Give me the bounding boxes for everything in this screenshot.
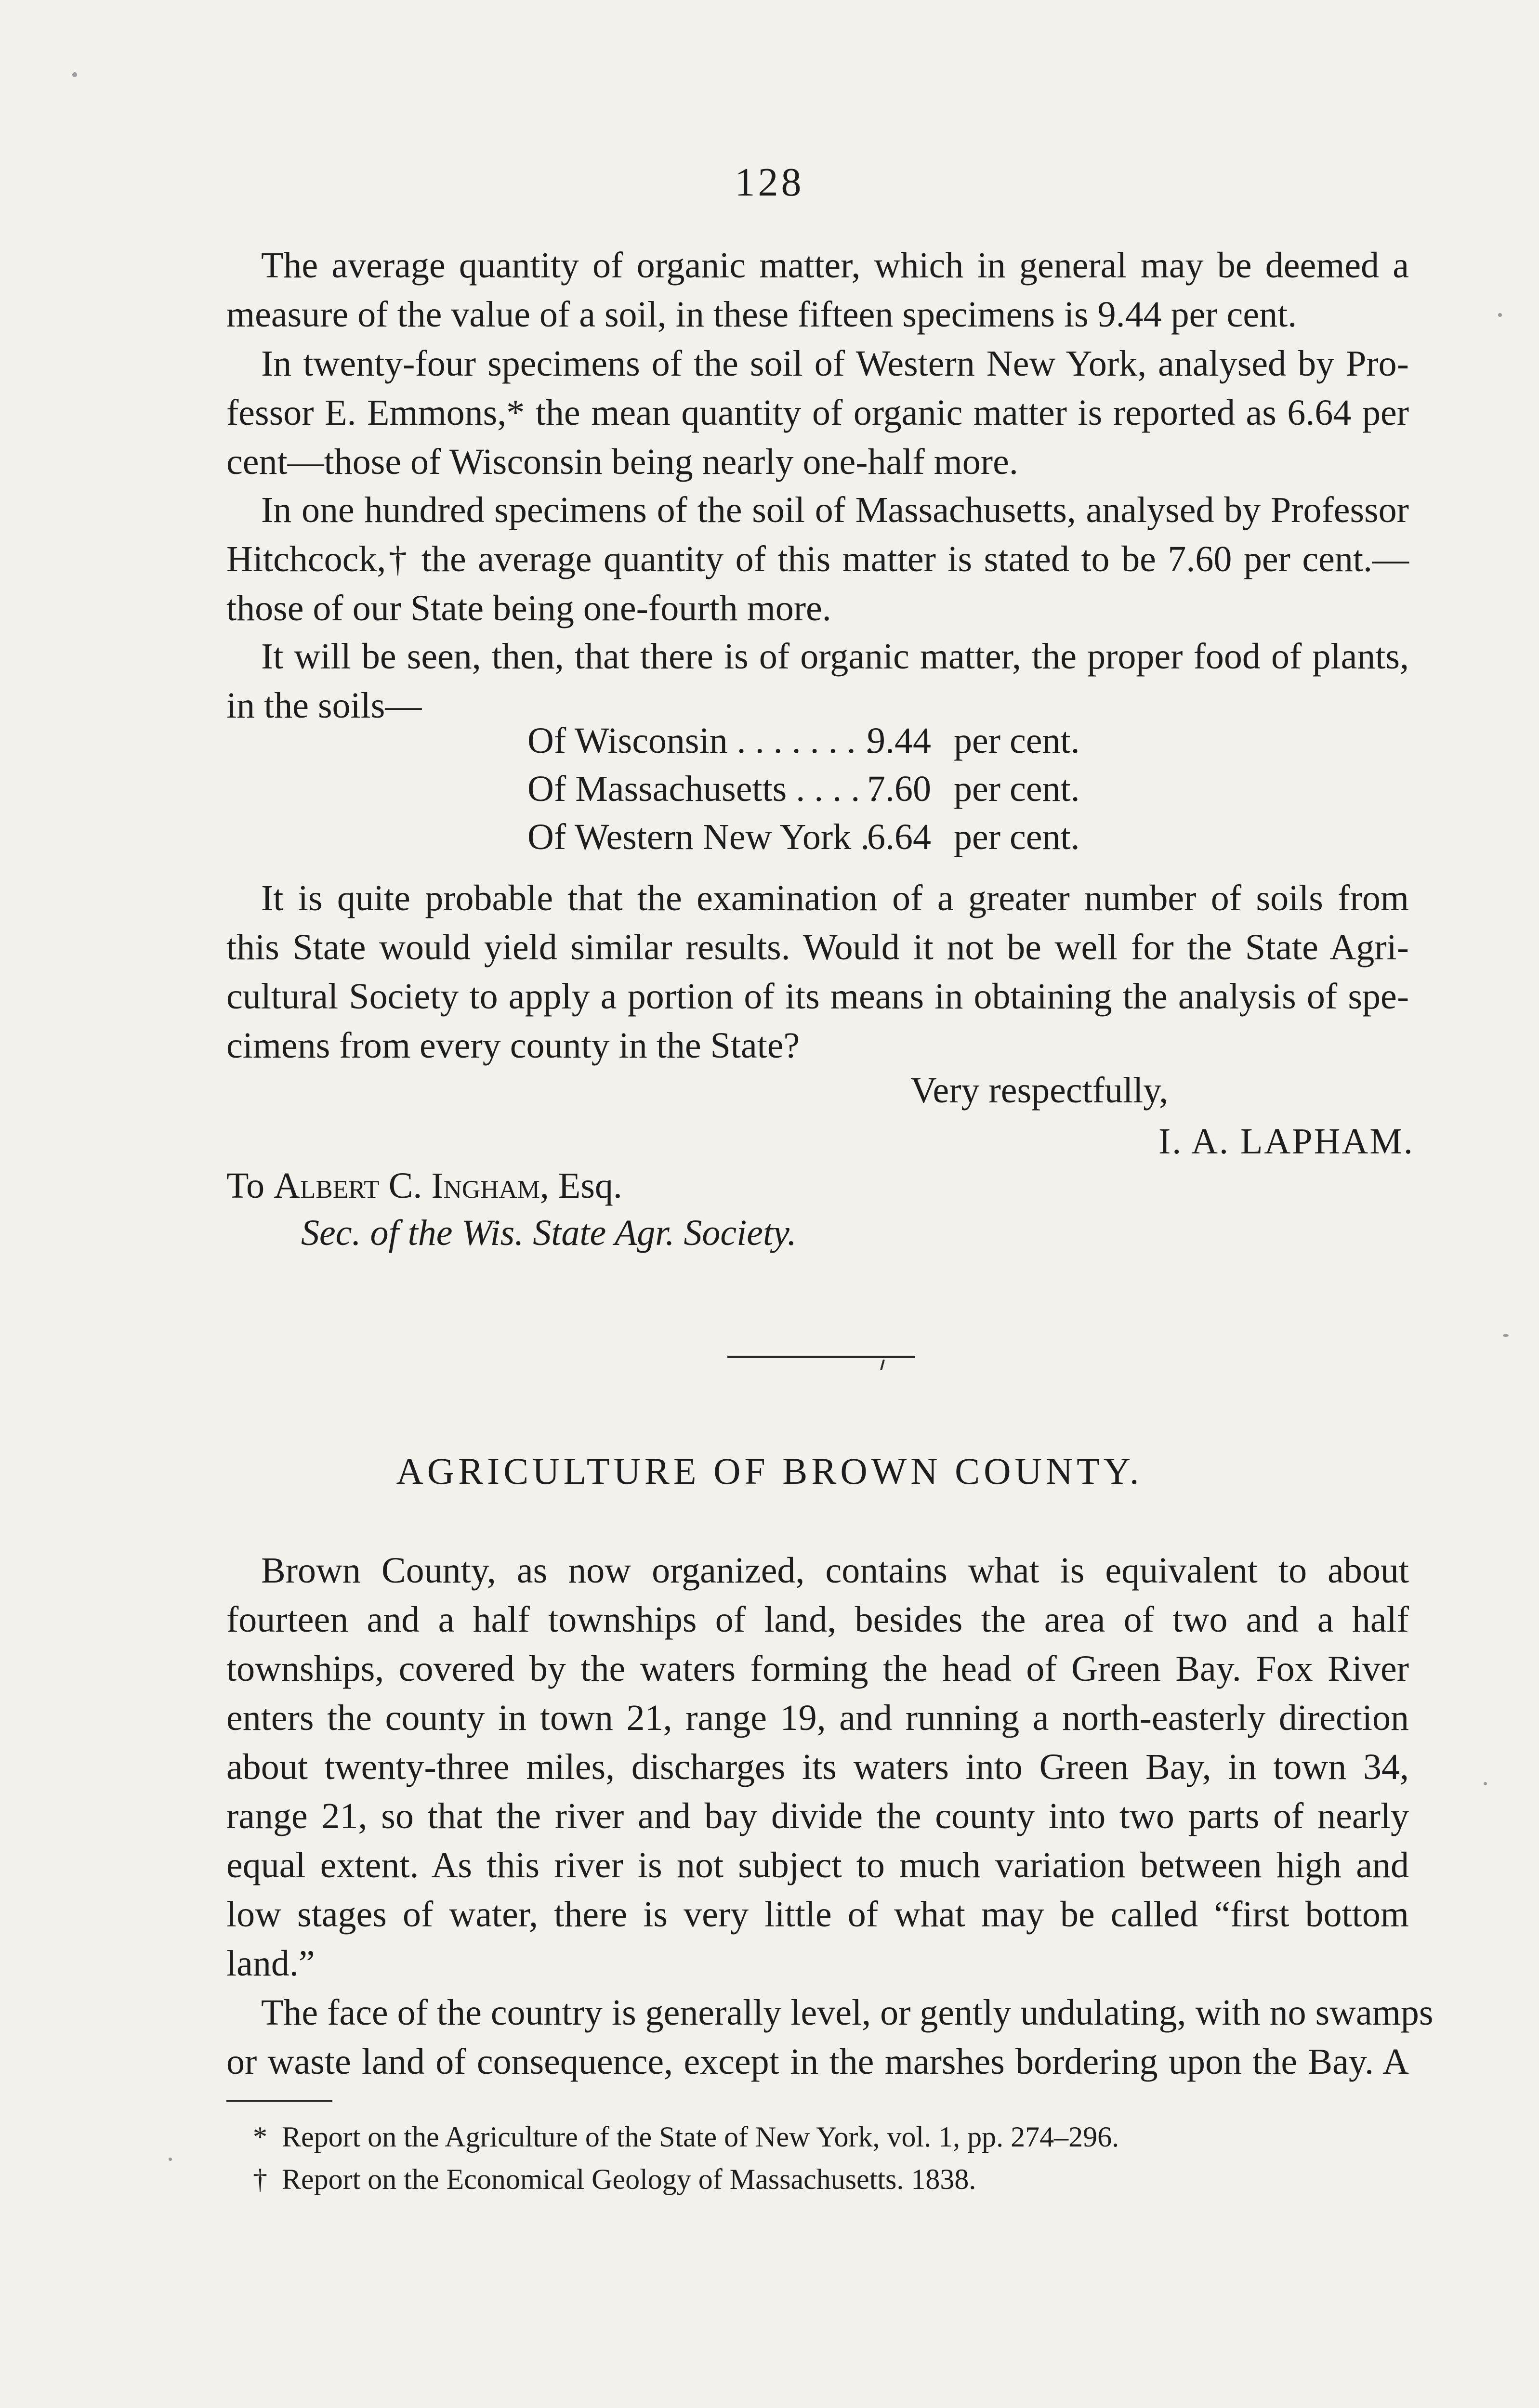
address-suffix: , Esq. — [539, 1165, 622, 1206]
paragraph-recommendation — [226, 874, 1409, 1070]
footnote-mark: † — [253, 2163, 267, 2195]
text-line: It will be seen, then, that there is of organic matter, the proper food of plants, — [261, 636, 1409, 677]
text-line: It is quite probable that the examination of a greater number of soils from — [261, 878, 1409, 918]
address-title: Sec. of the Wis. State Agr. Society. — [301, 1213, 797, 1253]
paragraph-brown-county — [226, 1546, 1409, 1988]
paper-speck — [1484, 1782, 1487, 1785]
footnote-rule — [226, 2100, 332, 2102]
footnote — [253, 2117, 1119, 2157]
text-line: townships, covered by the waters forming the head of Green Bay. Fox River — [226, 1649, 1409, 1689]
text-line: or waste land of consequence, except in the marshes bordering upon the Bay. A — [226, 2042, 1409, 2082]
text-line: In twenty-four specimens of the soil of Western New York, analysed by Pro- — [261, 343, 1409, 384]
text-line: The face of the country is generally level, or gently undulating, with no swamps — [261, 1992, 1434, 2033]
text-line: cimens from every county in the State? — [226, 1025, 800, 1066]
section-heading: AGRICULTURE OF BROWN COUNTY. — [396, 1450, 1143, 1492]
soil-table-label: Of Wisconsin . . . . . . . . — [527, 720, 874, 761]
paragraph-soils-intro — [226, 632, 1409, 730]
text-line: Brown County, as now organized, contains what is equivalent to about — [261, 1550, 1409, 1591]
address-name: Albert C. Ingham — [274, 1165, 540, 1206]
text-line: those of our State being one-fourth more. — [226, 588, 831, 628]
text-line: about twenty-three miles, discharges its waters into Green Bay, in town 34, — [226, 1747, 1409, 1787]
paper-speck — [1503, 1334, 1509, 1337]
soil-table-label: Of Massachusetts . . . . . — [527, 769, 879, 809]
text-line: low stages of water, there is very little of what may be called “first bottom — [226, 1894, 1409, 1935]
text-line: cultural Society to apply a portion of its means in obtaining the analysis of spe- — [226, 976, 1409, 1017]
soil-table-unit: per cent. — [954, 817, 1080, 857]
soil-table-unit: per cent. — [954, 720, 1080, 761]
footnote-text: Report on the Agriculture of the State of New York, vol. 1, pp. 274–296. — [282, 2121, 1119, 2153]
page-number: 128 — [735, 160, 804, 205]
paper-speck — [72, 72, 77, 77]
text-line: this State would yield similar results. Would it not be well for the State Agri- — [226, 927, 1409, 968]
section-divider — [727, 1356, 915, 1358]
text-line: in the soils— — [226, 685, 422, 726]
paragraph-massachusetts — [226, 485, 1409, 633]
paper-speck — [169, 2158, 172, 2161]
soil-table-row — [527, 813, 1080, 861]
soil-table-row — [527, 717, 1080, 765]
soil-table-unit: per cent. — [954, 769, 1080, 809]
paragraph-organic-matter — [226, 241, 1409, 339]
divider-tick — [880, 1360, 885, 1370]
text-line: cent—those of Wisconsin being nearly one-half more. — [226, 442, 1018, 482]
soil-table-value: 9.44 — [867, 720, 931, 761]
signature: I. A. LAPHAM. — [1158, 1121, 1414, 1162]
address-line — [226, 1162, 622, 1210]
text-line: fessor E. Emmons,* the mean quantity of organic matter is reported as 6.64 per — [226, 393, 1409, 433]
paragraph-face-of-country — [226, 1988, 1434, 2086]
text-line: land.” — [226, 1943, 315, 1984]
paper-speck — [1498, 313, 1502, 317]
soil-table-value: 7.60 — [867, 769, 931, 809]
soil-table-value: 6.64 — [867, 817, 931, 857]
soil-table-label: Of Western New York . — [527, 817, 870, 857]
address-to: To — [226, 1165, 265, 1206]
footnote — [253, 2159, 976, 2199]
closing: Very respectfully, — [910, 1070, 1169, 1111]
text-line: measure of the value of a soil, in these fifteen specimens is 9.44 per cent. — [226, 294, 1297, 335]
text-line: fourteen and a half townships of land, besides the area of two and a half — [226, 1599, 1409, 1640]
footnote-text: Report on the Economical Geology of Massachusetts. 1838. — [282, 2163, 976, 2195]
text-line: enters the county in town 21, range 19, and running a north-easterly direction — [226, 1698, 1409, 1738]
text-line: range 21, so that the river and bay divide the county into two parts of nearly — [226, 1796, 1409, 1836]
text-line: In one hundred specimens of the soil of Massachusetts, analysed by Professor — [261, 490, 1409, 530]
text-line: equal extent. As this river is not subject to much variation between high and — [226, 1845, 1409, 1885]
paragraph-western-new-york — [226, 339, 1409, 486]
text-line: Hitchcock,† the average quantity of this matter is stated to be 7.60 per cent.— — [226, 539, 1409, 579]
footnote-mark: * — [253, 2121, 267, 2153]
soil-table-row — [527, 765, 1080, 813]
text-line: The average quantity of organic matter, which in general may be deemed a — [261, 245, 1409, 286]
